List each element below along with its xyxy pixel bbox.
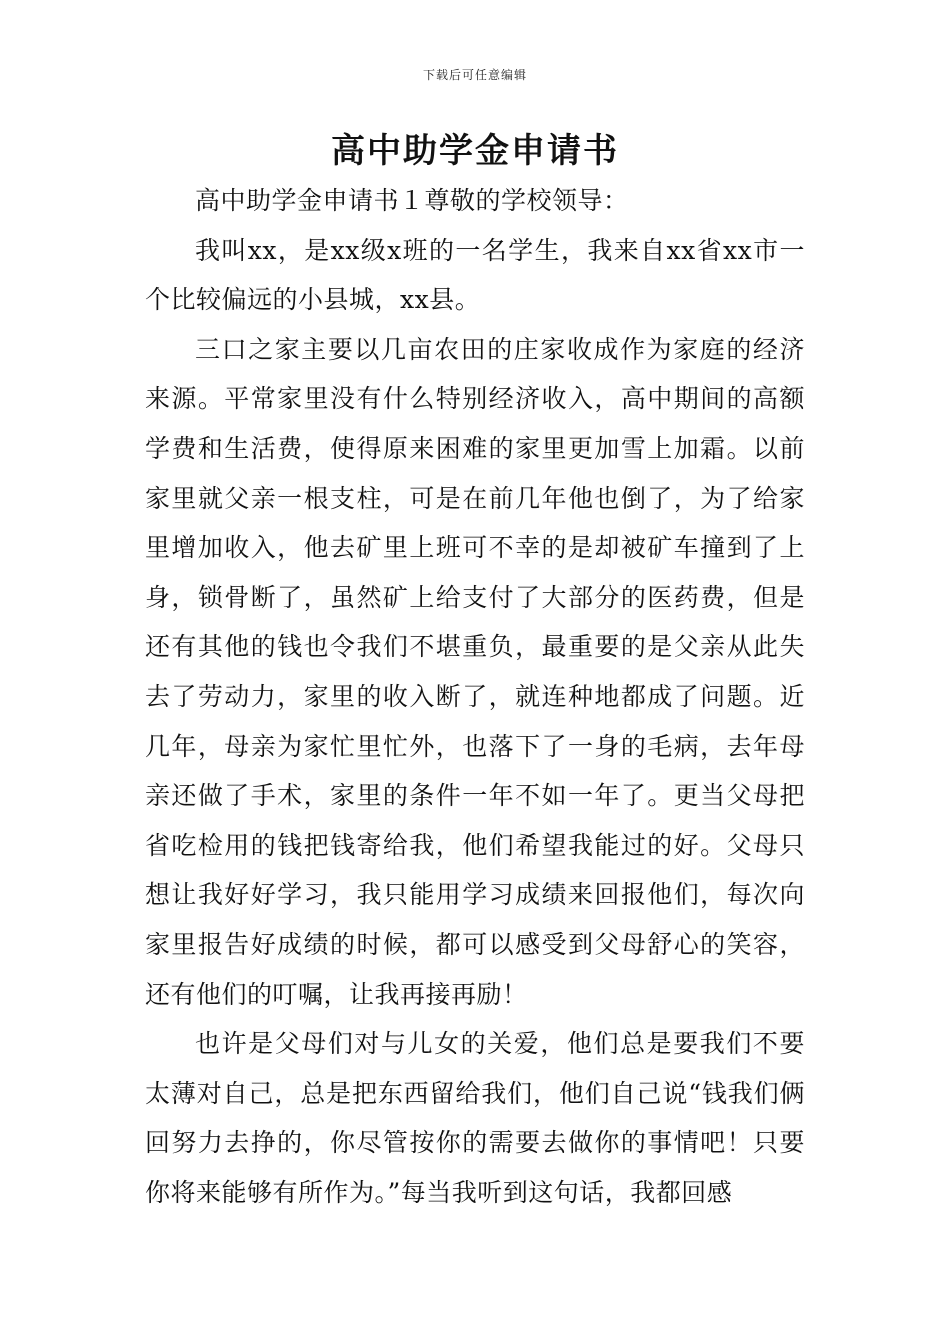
paragraph-salutation: 高中助学金申请书１尊敬的学校领导： bbox=[195, 186, 629, 215]
document-body bbox=[145, 176, 805, 1217]
header-note: 下载后可任意编辑 bbox=[422, 68, 527, 82]
paragraph-parents-care: 也许是父母们对与儿女的关爱，他们总是要我们不要太薄对自己，总是把东西留给我们，他们自己说“钱我们俩回努力去挣的，你尽管按你的需要去做你的事情吧！只要你将来能够有所作为。”每当我听到这句话，我都回感 bbox=[145, 1029, 805, 1207]
paragraph-introduction: 我叫xx，是xx级x班的一名学生，我来自xx省xx市一个比较偏远的小县城，xx县。 bbox=[145, 235, 805, 315]
document-title: 高中助学金申请书 bbox=[331, 131, 619, 171]
paragraph-family-situation: 三口之家主要以几亩农田的庄家收成作为家庭的经济来源。平常家里没有什么特别经济收入，高中期间的高额学费和生活费，使得原来困难的家里更加雪上加霜。以前家里就父亲一根支柱，可是在前几年他也倒了，为了给家里增加收入，他去矿里上班可不幸的是却被矿车撞到了上身，锁骨断了，虽然矿上给支付了大部分的医药费，但是还有其他的钱也令我们不堪重负，最重要的是父亲从此失去了劳动力，家里的收入断了，就连种地都成了问题。近几年，母亲为家忙里忙外，也落下了一身的毛病，去年母亲还做了手术，家里的条件一年不如一年了。更当父母把省吃检用的钱把钱寄给我，他们希望我能过的好。父母只想让我好好学习，我只能用学习成绩来回报他们，每次向家里报告好成绩的时候，都可以感受到父母舒心的笑容，还有他们的叮嘱，让我再接再励！ bbox=[145, 334, 805, 1009]
